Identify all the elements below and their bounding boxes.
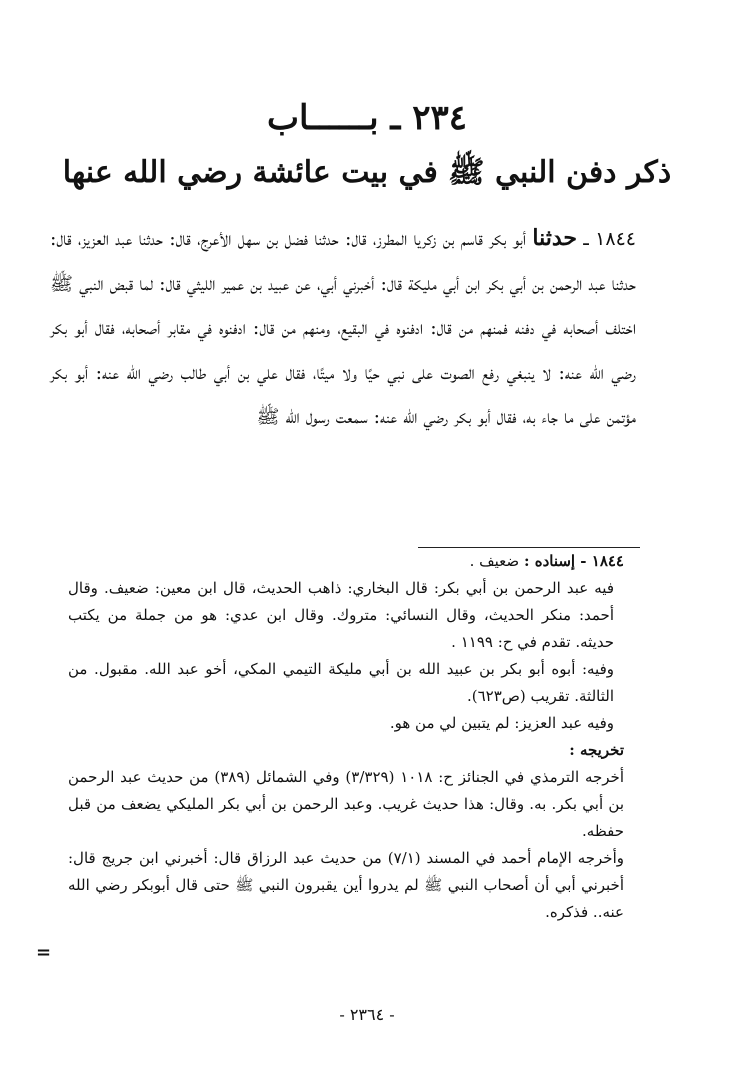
hadith-lead-word: حدثنا: [532, 225, 577, 251]
continuation-mark: =: [36, 942, 52, 963]
note-paragraph: وفيه: أبوه أبو بكر بن عبيد الله بن أبي مليكة التيمي المكي، أخو عبد الله. مقبول. من الثالثة. تقريب (ص٦٢٣).: [68, 660, 614, 705]
chapter-heading: ٢٣٤ ـ بــــــاب: [266, 98, 468, 138]
chapter-title: ذكر دفن النبي ﷺ في بيت عائشة رضي الله عنها: [62, 155, 672, 190]
note-paragraph: أخرجه الترمذي في الجنائز ح: ١٠١٨ (٣/٣٢٩) وفي الشمائل (٣٨٩) من حديث عبد الرحمن بن أبي بكر. به. وقال: هذا حديث غريب. وعبد الرحمن بن أبي بكر المليكي يضعف من قبل حفظه.: [68, 768, 624, 840]
note-paragraph: فيه عبد الرحمن بن أبي بكر: قال البخاري: ذاهب الحديث، قال ابن معين: ضعيف. وقال أحمد: منكر الحديث، وقال النسائي: متروك. وقال ابن عدي: هو من جملة من يكتب حديثه. تقدم في ح: ١١٩٩ .: [68, 579, 614, 651]
note-paragraph: وأخرجه الإمام أحمد في المسند (٧/١) من حديث عبد الرزاق قال: أخبرني ابن جريج قال: أخبرني أبي أن أصحاب النبي ﷺ لم يدروا أين يقبرون النبي ﷺ حتى قال أبوبكر رضي الله عنه.. فذكره.: [68, 849, 624, 921]
hadith-body: أبو بكر قاسم بن زكريا المطرز، قال: حدثنا فضل بن سهل الأعرج، قال: حدثنا عبد العزيز، قال: حدثنا عبد الرحمن بن أبي بكر ابن أبي مليكة قال: أخبرني أبي، عن عبيد بن عمير الليثي قال: لما قبض النبي ﷺ اختلف أصحابه في دفنه فمنهم من قال: ادفنوه في البقيع، ومنهم من قال: ادفنوه في مقابر أصحابه، فقال أبو بكر رضي الله عنه: لا ينبغي رفع الصوت على نبي حيًا ولا ميتًا، فقال علي بن أبي طالب رضي الله عنه: أبو بكر مؤتمن على ما جاء به، فقال أبو بكر رضي الله عنه: سمعت رسول الله ﷺ: [50, 228, 636, 428]
hadith-text-block: [50, 216, 636, 440]
isnad-label: ١٨٤٤ - إسناده :: [523, 552, 624, 570]
page-number: - ٢٣٦٤ -: [339, 1005, 395, 1024]
isnad-line: [68, 548, 624, 575]
footnotes: [68, 548, 624, 926]
isnad-grade: ضعيف .: [469, 552, 520, 570]
hadith-number: ١٨٤٤ ـ: [583, 228, 636, 250]
note-paragraph: وفيه عبد العزيز: لم يتبين لي من هو.: [389, 714, 614, 732]
takhrij-label: تخريجه :: [569, 741, 624, 759]
